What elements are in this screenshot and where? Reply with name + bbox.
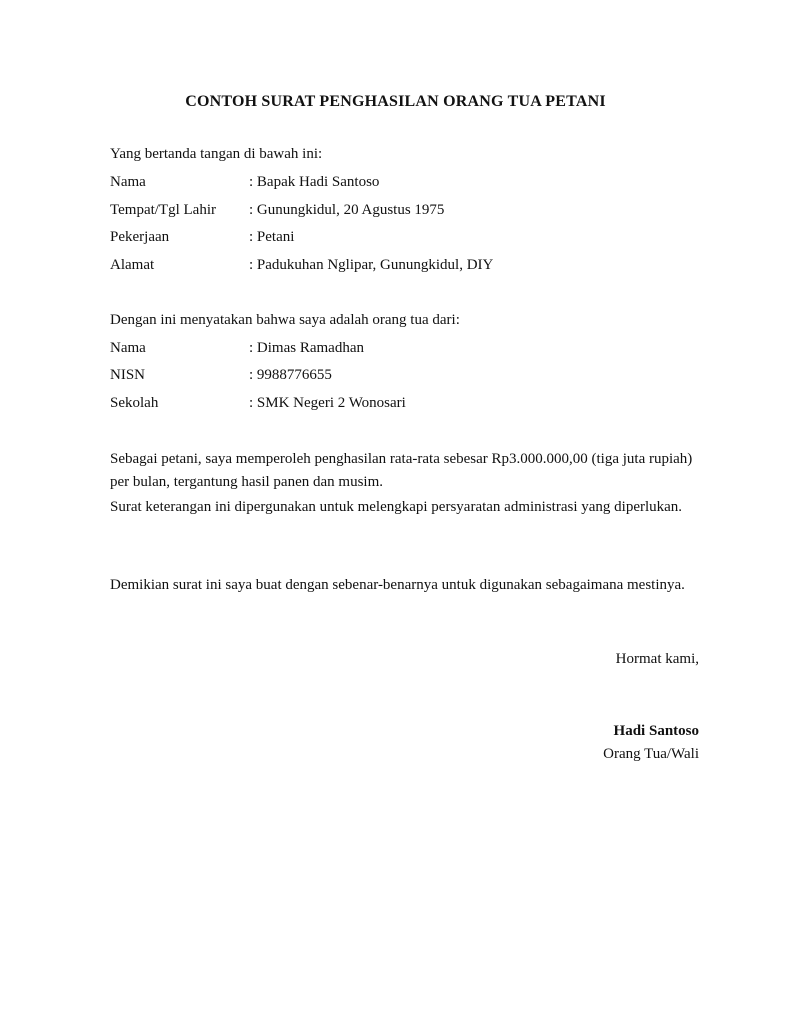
field-value: : Gunungkidul, 20 Agustus 1975	[249, 202, 445, 218]
parent-field-birth	[110, 202, 710, 222]
parent-field-address	[110, 257, 710, 277]
intro-text: Yang bertanda tangan di bawah ini:	[110, 146, 323, 162]
income-paragraph: Sebagai petani, saya memperoleh penghasilan rata-rata sebesar Rp3.000.000,00 (tiga juta rupiah) per bulan, tergantung hasil panen dan musim.	[110, 451, 693, 490]
child-field-school	[110, 395, 710, 415]
field-value: : Petani	[249, 229, 295, 245]
closing-paragraph: Demikian surat ini saya buat dengan sebenar-benarnya untuk digunakan sebagaimana mestinya.	[110, 577, 685, 593]
purpose-paragraph: Surat keterangan ini dipergunakan untuk melengkapi persyaratan administrasi yang diperlukan.	[110, 499, 683, 515]
field-value: : Bapak Hadi Santoso	[249, 174, 380, 190]
field-label: Nama	[110, 174, 146, 190]
child-field-name	[110, 340, 710, 360]
field-label: Sekolah	[110, 395, 159, 411]
field-label: NISN	[110, 367, 146, 383]
salutation: Hormat kami,	[615, 651, 699, 667]
child-field-nisn	[110, 367, 710, 387]
parent-field-occupation	[110, 229, 710, 249]
signer-role: Orang Tua/Wali	[603, 746, 699, 762]
field-label: Nama	[110, 340, 146, 356]
document-title: CONTOH SURAT PENGHASILAN ORANG TUA PETANI	[185, 93, 606, 110]
signer-name: Hadi Santoso	[613, 723, 699, 739]
field-value: : Dimas Ramadhan	[249, 340, 364, 356]
field-label: Alamat	[110, 257, 155, 273]
field-value: : SMK Negeri 2 Wonosari	[249, 395, 406, 411]
statement-text: Dengan ini menyatakan bahwa saya adalah orang tua dari:	[110, 312, 460, 328]
field-label: Tempat/Tgl Lahir	[110, 202, 216, 218]
field-value: : 9988776655	[249, 367, 332, 383]
field-value: : Padukuhan Nglipar, Gunungkidul, DIY	[249, 257, 494, 273]
parent-field-name	[110, 174, 710, 194]
field-label: Pekerjaan	[110, 229, 170, 245]
